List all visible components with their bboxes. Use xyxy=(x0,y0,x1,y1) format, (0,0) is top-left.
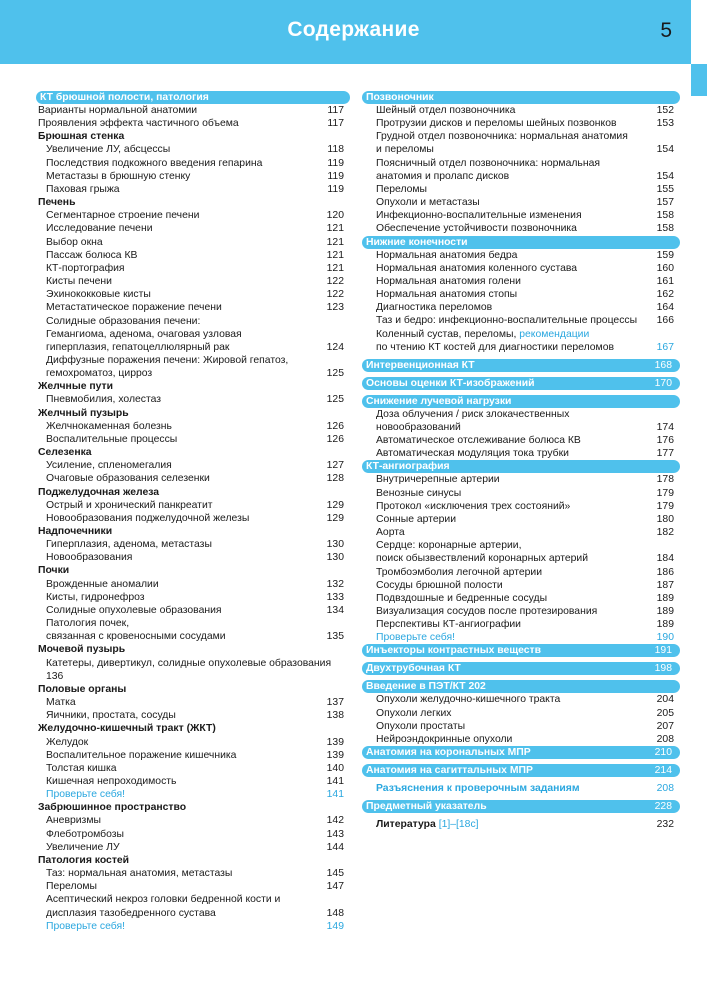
toc-entry[interactable]: Нормальная анатомия бедра 159 xyxy=(376,249,674,261)
subheading: Желчный пузырь xyxy=(38,407,129,419)
toc-entry-line: Сердце: коронарные артерии, xyxy=(376,540,522,552)
toc-entry[interactable]: Автоматическое отслеживание болюса КВ 176 xyxy=(376,435,674,447)
toc-entry[interactable]: Желудок 139 xyxy=(46,736,344,748)
toc-entry[interactable]: Венозные синусы 179 xyxy=(376,487,674,499)
toc-entry[interactable]: Желчнокаменная болезнь 126 xyxy=(46,420,344,432)
subheading: Селезенка xyxy=(38,447,92,459)
toc-entry[interactable]: Таз и бедро: инфекционно-воспалительные процессы 166 xyxy=(376,315,674,327)
toc-entry[interactable]: Нормальная анатомия коленного сустава 160 xyxy=(376,262,674,274)
toc-entry[interactable]: Усиление, спленомегалия 127 xyxy=(46,460,344,472)
toc-entry[interactable]: поиск обызвествлений коронарных артерий 184 xyxy=(376,553,674,565)
toc-entry[interactable]: Сонные артерии 180 xyxy=(376,513,674,525)
toc-entry-line: Асептический некроз головки бедренной кости и xyxy=(46,894,281,906)
toc-entry-line: Солидные образования печени: xyxy=(46,315,201,327)
toc-entry[interactable]: Новообразования поджелудочной железы 129 xyxy=(46,512,344,524)
section-header[interactable]: КТ брюшной полости, патология xyxy=(36,91,350,104)
section-header[interactable]: Двухтрубочная КТ 198 xyxy=(362,662,680,675)
toc-entry[interactable]: Кисты, гидронефроз 133 xyxy=(46,591,344,603)
toc-entry[interactable]: по чтению КТ костей для диагностики переломов 167 xyxy=(376,341,674,353)
subheading: Патология костей xyxy=(38,854,130,866)
toc-entry-page: 136 xyxy=(46,670,64,682)
toc-entry[interactable]: Протокол «исключения трех состояний» 179 xyxy=(376,500,674,512)
toc-entry[interactable]: Аневризмы 142 xyxy=(46,815,344,827)
section-header[interactable]: Нижние конечности xyxy=(362,236,680,249)
toc-entry-line: Патология почек, xyxy=(46,618,130,630)
toc-entry[interactable]: и переломы 154 xyxy=(376,144,674,156)
toc-entry[interactable]: Диагностика переломов 164 xyxy=(376,302,674,314)
toc-entry[interactable]: Опухоли легких 205 xyxy=(376,707,674,719)
toc-entry[interactable]: Тромбоэмболия легочной артерии 186 xyxy=(376,566,674,578)
toc-entry-line[interactable]: Катетеры, дивертикул, солидные опухолевые образования xyxy=(46,657,332,669)
toc-entry[interactable]: Метастатическое поражение печени 123 xyxy=(46,302,344,314)
toc-entry[interactable]: Гиперплазия, аденома, метастазы 130 xyxy=(46,539,344,551)
toc-entry[interactable]: Переломы 155 xyxy=(376,183,674,195)
toc-entry[interactable]: Матка 137 xyxy=(46,697,344,709)
toc-left-column xyxy=(38,91,344,933)
subheading: Почки xyxy=(38,565,70,577)
toc-entry[interactable]: Метастазы в брюшную стенку 119 xyxy=(46,170,344,182)
toc-entry[interactable]: анатомия и пролапс дисков 154 xyxy=(376,170,674,182)
toc-entry[interactable]: Солидные опухолевые образования 134 xyxy=(46,604,344,616)
toc-entry[interactable]: Литература [1]–[18c] 232 xyxy=(376,819,674,831)
toc-entry[interactable]: КТ-портография 121 xyxy=(46,262,344,274)
toc-entry[interactable]: новообразований 174 xyxy=(376,421,674,433)
toc-entry[interactable]: связанная с кровеносными сосудами 135 xyxy=(46,631,344,643)
toc-entry[interactable]: Исследование печени 121 xyxy=(46,223,344,235)
toc-entry[interactable]: Перспективы КТ-ангиографии 189 xyxy=(376,619,674,631)
toc-entry[interactable]: Подвздошные и бедренные сосуды 189 xyxy=(376,592,674,604)
toc-entry[interactable]: Паховая грыжа 119 xyxy=(46,183,344,195)
toc-entry[interactable]: Врожденные аномалии 132 xyxy=(46,578,344,590)
self-check-link[interactable]: Проверьте себя! 190 xyxy=(376,632,674,644)
toc-entry[interactable]: Эхинококковые кисты 122 xyxy=(46,289,344,301)
subheading: Желудочно-кишечный тракт (ЖКТ) xyxy=(38,723,216,735)
subheading: Половые органы xyxy=(38,683,127,695)
section-header[interactable]: Позвоночник xyxy=(362,91,680,104)
recommendations-link[interactable]: рекомендации xyxy=(519,328,590,340)
toc-entry[interactable]: Аорта 182 xyxy=(376,527,674,539)
toc-entry[interactable]: Сегментарное строение печени 120 xyxy=(46,210,344,222)
self-check-link[interactable]: Проверьте себя! 141 xyxy=(46,789,344,801)
toc-entry[interactable]: Новообразования 130 xyxy=(46,552,344,564)
toc-entry[interactable]: Внутричерепные артерии 178 xyxy=(376,474,674,486)
toc-entry[interactable]: Нейроэндокринные опухоли 208 xyxy=(376,733,674,745)
toc-entry[interactable]: дисплазия тазобедренного сустава 148 xyxy=(46,907,344,919)
toc-entry[interactable]: Острый и хронический панкреатит 129 xyxy=(46,499,344,511)
toc-entry[interactable]: Пассаж болюса КВ 121 xyxy=(46,249,344,261)
toc-entry[interactable]: Последствия подкожного введения гепарина 119 xyxy=(46,157,344,169)
toc-entry[interactable]: Опухоли и метастазы 157 xyxy=(376,197,674,209)
toc-entry[interactable]: Флеботромбозы 143 xyxy=(46,828,344,840)
toc-entry[interactable]: Увеличение ЛУ 144 xyxy=(46,841,344,853)
toc-entry-line: Грудной отдел позвоночника: нормальная анатомия xyxy=(376,131,628,143)
toc-entry[interactable]: Протрузии дисков и переломы шейных позвонков 153 xyxy=(376,118,674,130)
toc-entry[interactable]: Воспалительное поражение кишечника 139 xyxy=(46,749,344,761)
toc-entry[interactable]: Воспалительные процессы 126 xyxy=(46,433,344,445)
references-range-link[interactable]: [1]–[18c] xyxy=(438,819,479,831)
subheading: Мочевой пузырь xyxy=(38,644,126,656)
section-header[interactable]: Анатомия на сагиттальных МПР 214 xyxy=(362,764,680,777)
subheading: Забрюшинное пространство xyxy=(38,802,187,814)
section-header[interactable]: Снижение лучевой нагрузки xyxy=(362,395,680,408)
section-header[interactable]: Анатомия на корональных МПР 210 xyxy=(362,746,680,759)
toc-entry-line: Диффузные поражения печени: Жировой гепатоз, xyxy=(46,354,289,366)
page-number: 5 xyxy=(660,19,672,42)
toc-entry[interactable]: Нормальная анатомия стопы 162 xyxy=(376,289,674,301)
toc-entry[interactable]: Выбор окна 121 xyxy=(46,236,344,248)
toc-entry[interactable]: Яичники, простата, сосуды 138 xyxy=(46,710,344,722)
toc-entry-line: Доза облучения / риск злокачественных xyxy=(376,408,570,420)
toc-entry[interactable]: Автоматическая модуляция тока трубки 177 xyxy=(376,448,674,460)
section-header[interactable]: Основы оценки КТ-изображений 170 xyxy=(362,377,680,390)
self-check-link[interactable]: Проверьте себя! 149 xyxy=(46,920,344,932)
toc-entry[interactable]: Толстая кишка 140 xyxy=(46,762,344,774)
toc-entry[interactable]: Нормальная анатомия голени 161 xyxy=(376,275,674,287)
page-title: Содержание xyxy=(287,18,420,41)
toc-entry[interactable]: Пневмобилия, холестаз 125 xyxy=(46,394,344,406)
toc-entry[interactable]: Кишечная непроходимость 141 xyxy=(46,775,344,787)
toc-entry[interactable]: Шейный отдел позвоночника 152 xyxy=(376,105,674,116)
toc-entry[interactable]: Кисты печени 122 xyxy=(46,276,344,288)
toc-entry[interactable]: Таз: нормальная анатомия, метастазы 145 xyxy=(46,868,344,880)
toc-entry[interactable]: Обеспечение устойчивости позвоночника 158 xyxy=(376,223,674,235)
toc-entry[interactable]: Опухоли простаты 207 xyxy=(376,720,674,732)
toc-entry[interactable]: гемохроматоз, цирроз 125 xyxy=(46,368,344,380)
toc-right-column xyxy=(364,91,674,831)
toc-entry[interactable]: Очаговые образования селезенки 128 xyxy=(46,473,344,485)
subheading: Брюшная стенка xyxy=(38,131,125,143)
section-header[interactable]: Введение в ПЭТ/КТ 202 xyxy=(362,680,680,693)
toc-entry[interactable]: Инфекционно-воспалительные изменения 158 xyxy=(376,210,674,222)
section-header[interactable]: Интервенционная КТ 168 xyxy=(362,359,680,372)
toc-entry-line: Коленный сустав, переломы, рекомендации xyxy=(376,328,590,340)
toc-entry[interactable]: Варианты нормальной анатомии 117 xyxy=(38,105,344,116)
subheading: Поджелудочная железа xyxy=(38,486,160,498)
toc-entry[interactable]: Опухоли желудочно-кишечного тракта 204 xyxy=(376,694,674,706)
toc-entry-line: Поясничный отдел позвоночника: нормальная xyxy=(376,157,600,169)
subheading: Желчные пути xyxy=(38,381,114,393)
section-header[interactable]: Предметный указатель 228 xyxy=(362,800,680,813)
section-header[interactable]: Инъекторы контрастных веществ 191 xyxy=(362,644,680,657)
answers-link[interactable]: Разъяснения к проверочным заданиям 208 xyxy=(376,783,674,795)
section-header[interactable]: КТ-ангиография xyxy=(362,460,680,473)
subheading: Печень xyxy=(38,197,76,209)
toc-entry-line: Гемангиома, аденома, очаговая узловая xyxy=(46,328,242,340)
toc-entry[interactable]: Увеличение ЛУ, абсцессы 118 xyxy=(46,144,344,156)
toc-entry[interactable]: Сосуды брюшной полости 187 xyxy=(376,579,674,591)
toc-entry[interactable]: Визуализация сосудов после протезирования 189 xyxy=(376,606,674,617)
toc-entry[interactable]: Проявления эффекта частичного объема 117 xyxy=(38,118,344,130)
edge-tab-marker xyxy=(691,64,707,96)
toc-entry[interactable]: гиперплазия, гепатоцеллюлярный рак 124 xyxy=(46,341,344,353)
toc-entry[interactable]: Переломы 147 xyxy=(46,881,344,893)
subheading: Надпочечники xyxy=(38,526,113,537)
